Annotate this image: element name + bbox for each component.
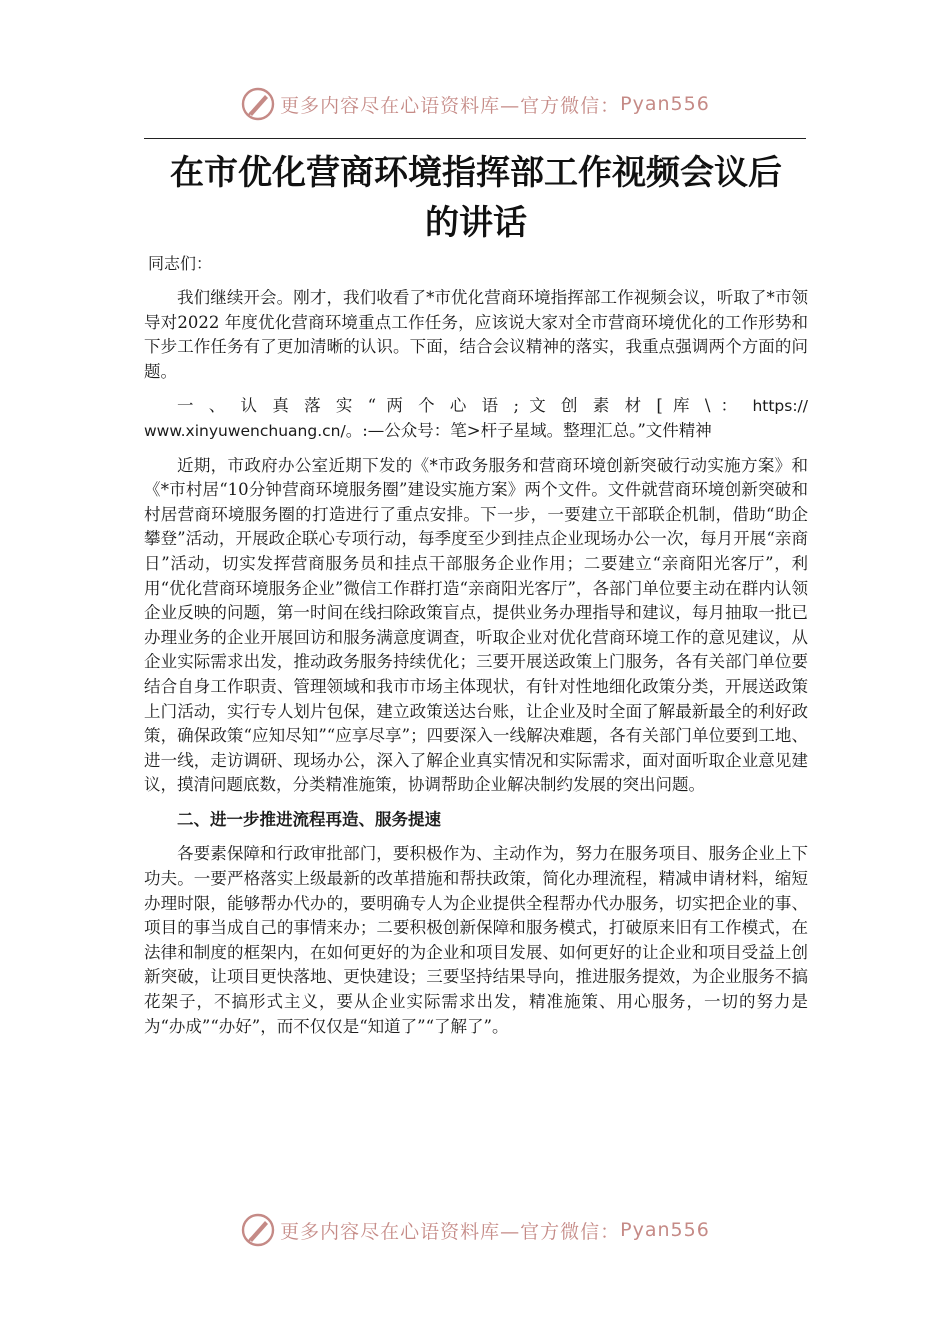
footer-watermark xyxy=(0,1210,950,1250)
document-title xyxy=(144,148,808,248)
section-1-url-prefix: https:// xyxy=(752,397,808,416)
section-1-url: www.xinyuwenchuang.cn/ xyxy=(144,421,346,440)
header-watermark xyxy=(0,84,950,124)
paragraph-section-1: 近期，市政府办公室近期下发的《*市政务服务和营商环境创新突破行动实施方案》和《*市村居“10分钟营商环境服务圈”建设实施方案》两个文件。文件就营商环境创新突破和村居营商环境服务圈的打造进行了重点安排。下一步，一要建立干部联企机制，借助“助企攀登”活动，开展政企联心专项行动，每季度至少到挂点企业现场办公一次，每月开展“亲商日”活动，切实发挥营商服务员和挂点干部服务企业作用；二要建立“亲商阳光客厅”，利用“优化营商环境服务企业”微信工作群打造“亲商阳光客厅”，各部门单位要主动在群内认领企业反映的问题，第一时间在线扫除政策盲点，提供业务办理指导和建议，每月抽取一批已办理业务的企业开展回访和服务满意度调查，听取企业对优化营商环境工作的意见建议，从企业实际需求出发，推动政务服务持续优化；三要开展送政策上门服务，各有关部门单位要结合自身工作职责、管理领域和我市市场主体现状，有针对性地细化政策分类，开展送政策上门活动，实行专人划片包保，建立政策送达台账，让企业及时全面了解最新最全的利好政策，确保政策“应知尽知”“应享尽享”；四要深入一线解决难题，各有关部门单位要到工地、进一线，走访调研、现场办公，深入了解企业真实情况和实际需求，面对面听取企业意见建议，摸清问题底数，分类精准施策，协调帮助企业解决制约发展的突出问题。 xyxy=(144,455,808,795)
section-2-heading: 二、进一步推进流程再造、服务提速 xyxy=(177,809,441,829)
title-line-1: 在市优化营商环境指挥部工作视频会议后 xyxy=(170,153,782,193)
watermark-text: 更多内容尽在心语资料库—官方微信： xyxy=(280,94,621,117)
pen-logo-icon xyxy=(240,1212,276,1248)
document-body xyxy=(144,148,808,1039)
watermark-wechat-id: Pyan556 xyxy=(620,93,710,115)
watermark-text: 更多内容尽在心语资料库—官方微信： xyxy=(280,1220,621,1243)
header-divider xyxy=(144,138,806,139)
section-1-heading-rest: 。:—公众号：笔>杆子星域。整理汇总。”文件精神 xyxy=(345,420,712,440)
greeting: 同志们： xyxy=(148,254,213,273)
pen-logo-icon xyxy=(240,86,276,122)
section-1-heading-text: 一 、 认 真 落 实 “ 两 个 心 语 ; 文 创 素 材 [ 库 \ ： xyxy=(177,396,743,416)
watermark-wechat-id: Pyan556 xyxy=(620,1219,710,1241)
title-line-2: 的讲话 xyxy=(425,203,527,243)
section-1-heading xyxy=(144,394,808,419)
paragraph-intro: 我们继续开会。刚才，我们收看了*市优化营商环境指挥部工作视频会议，听取了*市领导对2022 年度优化营商环境重点工作任务，应该说大家对全市营商环境优化的工作形势和下步工作任务有了更加清晰的认识。下面，结合会议精神的落实，我重点强调两个方面的问题。 xyxy=(144,288,808,381)
section-1-heading-cont xyxy=(144,419,808,444)
paragraph-section-2: 各要素保障和行政审批部门，要积极作为、主动作为，努力在服务项目、服务企业上下功夫。一要严格落实上级最新的改革措施和帮扶政策，简化办理流程，精减申请材料，缩短办理时限，能够帮办代办的，要明确专人为企业提供全程帮办代办服务，切实把企业的事、项目的事当成自己的事情来办；二要积极创新保障和服务模式，打破原来旧有工作模式，在法律和制度的框架内，在如何更好的为企业和项目发展、如何更好的让企业和项目受益上创新突破，让项目更快落地、更快建设；三要坚持结果导向，推进服务提效，为企业服务不搞花架子，不搞形式主义，要从企业实际需求出发，精准施策、用心服务，一切的努力是为“办成”“办好”，而不仅仅是“知道了”“了解了”。 xyxy=(144,844,808,1036)
